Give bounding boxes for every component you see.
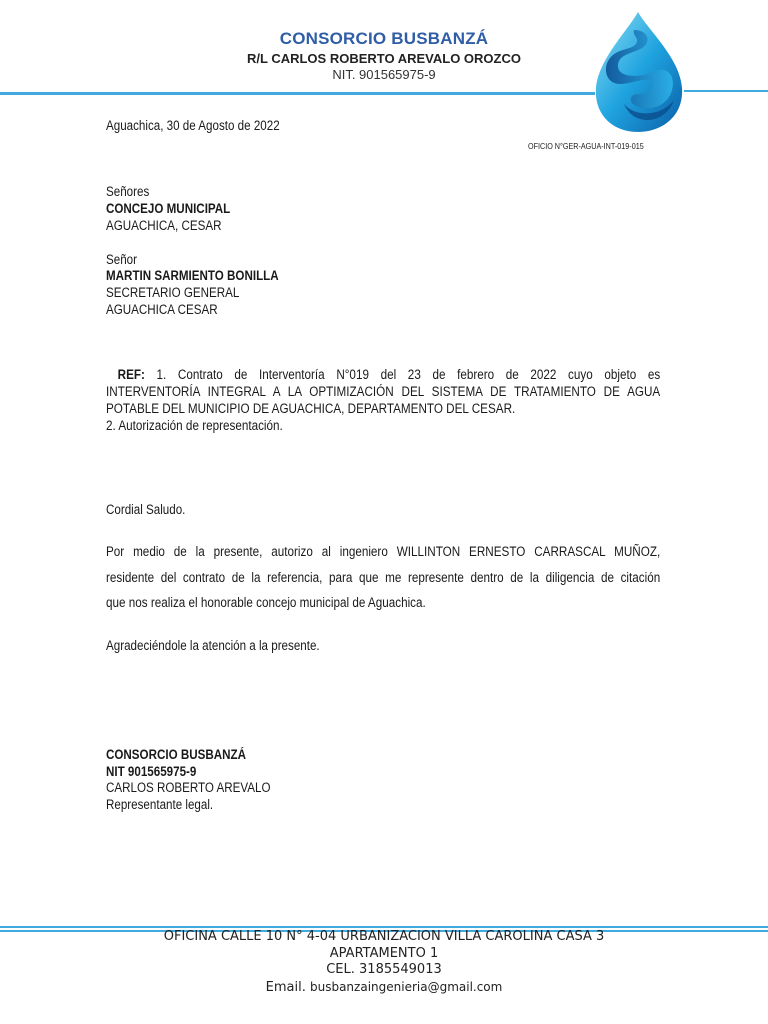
legal-representative: R/L CARLOS ROBERTO AREVALO OROZCO — [247, 51, 521, 66]
header-divider — [0, 92, 595, 95]
letterhead — [0, 0, 768, 100]
closing: Agradeciéndole la atención a la presente. — [106, 638, 320, 653]
oficio-number: OFICIO N°GER-AGUA-INT-019-015 — [528, 142, 644, 151]
signature-role: Representante legal. — [106, 797, 214, 812]
greeting: Cordial Saludo. — [106, 502, 186, 517]
footer-email-label: Email. — [265, 980, 306, 995]
reference-line-2: INTERVENTORÍA INTEGRAL A LA OPTIMIZACIÓN DEL SISTEMA DE TRATAMIENTO DE AGUA — [106, 384, 661, 399]
footer-email-line — [0, 979, 768, 996]
body-line-1: Por medio de la presente, autorizo al ingeniero WILLINTON ERNESTO CARRASCAL MUÑOZ, — [106, 544, 661, 559]
company-nit: NIT. 901565975-9 — [332, 67, 436, 82]
signature-nit: NIT 901565975-9 — [106, 764, 197, 779]
water-drop-logo-icon — [588, 8, 692, 134]
recipient2-city: AGUACHICA CESAR — [106, 302, 218, 317]
body-paragraph — [106, 543, 660, 620]
recipient1-salutation: Señores — [106, 184, 150, 199]
footer-email[interactable]: busbanzaingenieria@gmail.com — [309, 980, 503, 994]
body-line-3: que nos realiza el honorable concejo municipal de Aguachica. — [106, 595, 426, 610]
footer-address-2: APARTAMENTO 1 — [329, 946, 439, 961]
recipient2-title: SECRETARIO GENERAL — [106, 285, 240, 300]
place-date: Aguachica, 30 de Agosto de 2022 — [106, 118, 280, 133]
footer-address: OFICINA CALLE 10 N° 4-04 URBANIZACION VILLA CAROLINA CASA 3 — [163, 929, 605, 944]
signature-company: CONSORCIO BUSBANZÁ — [106, 747, 246, 762]
reference-line-1 — [106, 366, 660, 383]
company-name: CONSORCIO BUSBANZÁ — [279, 29, 489, 48]
signature-name: CARLOS ROBERTO AREVALO — [106, 780, 271, 795]
recipient2-name: MARTIN SARMIENTO BONILLA — [106, 268, 279, 283]
reference-label: REF: — [117, 367, 145, 382]
reference-line-3: POTABLE DEL MUNICIPIO DE AGUACHICA, DEPARTAMENTO DEL CESAR. — [106, 401, 516, 416]
body-line-2: residente del contrato de la referencia, para que me represente dentro de la diligencia de citación — [106, 569, 661, 585]
recipient1-name: CONCEJO MUNICIPAL — [106, 201, 231, 216]
reference-line-4: 2. Autorización de representación. — [106, 418, 283, 433]
recipient1-city: AGUACHICA, CESAR — [106, 218, 222, 233]
reference-text-1: 1. Contrato de Interventoría N°019 del 23 de febrero de 2022 cuyo objeto es — [156, 367, 661, 382]
reference-block — [106, 366, 660, 434]
header-divider-right — [684, 90, 768, 92]
footer-phone: CEL. 3185549013 — [326, 962, 442, 977]
recipient2-salutation: Señor — [106, 252, 137, 267]
